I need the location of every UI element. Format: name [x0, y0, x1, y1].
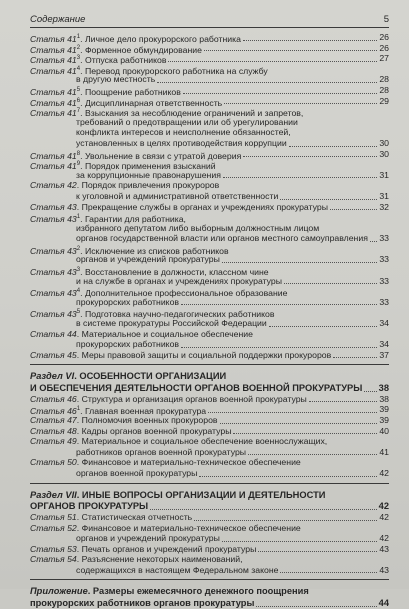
toc-entry-text [30, 565, 278, 576]
toc-entry-title: . Порядок применения взысканий [80, 161, 216, 172]
toc-entry [30, 212, 389, 223]
toc-entry-label: Статья 51 [30, 511, 77, 522]
toc-leader-dots [330, 209, 377, 210]
toc-entry-label: Статья 41 [30, 86, 77, 97]
toc-section-heading [30, 598, 389, 609]
toc-entry [30, 554, 389, 565]
toc-page-number: 30 [379, 137, 389, 148]
toc-page-number: 30 [379, 148, 389, 159]
toc-entry-title: . Полномочия военных прокуроров [76, 414, 218, 425]
toc-entry-text [30, 117, 298, 128]
toc-entry-title: установленных в целях противодействия коррупции [76, 137, 287, 148]
toc-page-number: 31 [379, 169, 389, 180]
toc-leader-dots [256, 606, 376, 607]
toc-entry-title: за коррупционные правонарушения [76, 169, 221, 180]
toc-entry-label: Статья 50 [30, 457, 77, 468]
toc-entry [30, 138, 389, 149]
toc-entry-superscript: 2 [76, 245, 81, 252]
toc-leader-dots [233, 433, 377, 434]
toc-entry-title: к уголовной и административной ответственности [76, 190, 279, 201]
toc-leader-dots [364, 391, 376, 392]
toc-entry-superscript: 1 [76, 34, 81, 40]
toc-entry-title: конфликта интересов и неисполнение обязанностей, [76, 127, 291, 138]
toc-page-number: 41 [379, 446, 389, 457]
toc-entry-label: Статья 43 [30, 309, 77, 320]
toc-entry-title: . Главная военная прокуратура [80, 406, 207, 417]
toc-leader-dots [150, 509, 377, 510]
toc-entry-title: содержащихся в настоящем Федеральном законе [76, 564, 279, 575]
toc-entry [30, 64, 389, 75]
toc-entry-text [30, 533, 220, 544]
toc-entry-label: Статья 53 [30, 543, 77, 554]
toc-entry [30, 436, 389, 447]
toc-entry-superscript: 4 [76, 288, 81, 295]
toc-leader-dots [280, 572, 377, 573]
toc-leader-dots [370, 241, 377, 242]
toc-entry [30, 149, 389, 160]
toc-leader-dots [269, 326, 378, 327]
toc-entry-superscript: 1 [76, 406, 81, 413]
toc-entry-text [30, 415, 218, 426]
toc-page-number: 33 [379, 233, 389, 244]
toc-entry-label: Статья 46 [30, 393, 77, 404]
toc-entry [30, 447, 389, 458]
toc-leader-dots [220, 423, 378, 424]
toc-entry-text [30, 254, 220, 265]
toc-section-heading [30, 371, 389, 382]
toc-entry [30, 96, 389, 107]
toc-entry-superscript: 2 [76, 44, 81, 51]
toc-entry-title: требований о предотвращении или об урегулировании [76, 116, 298, 127]
toc-entry [30, 533, 389, 544]
toc-page-number: 33 [379, 275, 389, 286]
toc-leader-dots [157, 82, 377, 83]
toc-entry-text [30, 586, 309, 597]
toc-entry-text [30, 447, 246, 458]
toc-entry-label: Статья 45 [30, 349, 77, 360]
toc-entry [30, 457, 389, 468]
toc-entry [30, 468, 389, 479]
toc-entry-title: . Взыскания за несоблюдение ограничений и запретов, [80, 108, 304, 119]
toc-leader-dots [223, 177, 377, 178]
toc-leader-dots [243, 156, 377, 157]
toc-entry-superscript: 9 [76, 161, 81, 168]
toc-entry-text [30, 436, 327, 447]
toc-page-number: 40 [379, 425, 389, 436]
toc-entry-label: Статья 43 [30, 213, 77, 224]
toc-entry-title: избранного депутатом либо выборным должностным лицом [76, 222, 320, 233]
toc-leader-dots [280, 199, 377, 200]
toc-entry-title: . Прекращение службы в органах и учреждениях прокуратуры [76, 201, 328, 212]
toc-entry-label: Статья 41 [30, 108, 77, 119]
toc-entry-title: . Материальное и социальное обеспечение военнослужащих, [76, 436, 328, 447]
toc-entry-title: . Поощрение работников [80, 86, 181, 97]
page-number: 5 [383, 14, 389, 25]
section-divider [30, 483, 389, 484]
toc-page-number: 34 [379, 318, 389, 329]
toc-page-number: 42 [378, 500, 389, 511]
toc-entry-text [30, 202, 328, 213]
toc-entry [30, 512, 389, 523]
toc-entry-title: . Меры правовой защиты и социальной поддержки прокуроров [76, 349, 332, 360]
toc-leader-dots [258, 551, 377, 552]
toc-entry-title: . Кадры органов военной прокуратуры [76, 425, 232, 436]
toc-entry-text [30, 223, 319, 234]
toc-entry [30, 244, 389, 255]
toc-entry-title: органов и учреждений прокуратуры [76, 254, 220, 265]
toc-entry-title: . Форменное обмундирование [80, 44, 202, 55]
toc-entry-text [30, 468, 197, 479]
toc-entry [30, 318, 389, 329]
toc-entry [30, 43, 389, 54]
toc-leader-dots [284, 283, 377, 284]
toc-leader-dots [183, 93, 378, 94]
toc-leader-dots [224, 103, 377, 104]
toc-entry-label: Статья 42 [30, 180, 77, 191]
toc-page-number: 43 [379, 543, 389, 554]
toc-entry-title: . Дисциплинарная ответственность [80, 97, 223, 108]
toc-entry-label: Статья 41 [30, 33, 77, 44]
toc-page-number: 32 [379, 201, 389, 212]
toc-entry-title: прокурорских работников [76, 296, 180, 307]
toc-entry-label: Приложение [30, 586, 88, 597]
toc-entry [30, 53, 389, 64]
toc-entry [30, 159, 389, 170]
toc-section-heading [30, 490, 389, 501]
toc-entry-text [30, 501, 148, 512]
toc-entry [30, 85, 389, 96]
toc-page-number: 42 [379, 511, 389, 522]
toc-entry [30, 565, 389, 576]
toc-page-number: 34 [379, 339, 389, 350]
toc-entry-title: ОРГАНОВ ПРОКУРАТУРЫ [30, 500, 149, 511]
toc-entry-text [30, 138, 287, 149]
toc-page-number: 43 [379, 564, 389, 575]
toc-entry-superscript: 5 [76, 309, 81, 316]
toc-entry [30, 180, 389, 191]
toc-entry-label: Статья 43 [30, 245, 77, 256]
toc-entry-superscript: 8 [76, 150, 81, 157]
toc-entry-label: Статья 43 [30, 288, 77, 299]
toc-entry-label: Раздел VI [30, 371, 75, 382]
toc-section-heading [30, 586, 389, 597]
toc-entry-text [30, 394, 307, 405]
toc-leader-dots [222, 541, 377, 542]
toc-entry-label: Статья 54 [30, 554, 77, 565]
toc-entry-title: . Финансовое и материально-техническое обеспечение [76, 457, 301, 468]
toc-page-number: 29 [379, 95, 389, 106]
toc-page-number: 26 [379, 42, 389, 53]
toc-entry [30, 297, 389, 308]
toc-entry-label: Статья 41 [30, 97, 77, 108]
toc-entry-title: работников органов военной прокуратуры [76, 446, 247, 457]
toc-entry-title: . Перевод прокурорского работника на службу [80, 65, 268, 76]
toc-entry-title: . Размеры ежемесячного денежного поощрения [87, 586, 309, 597]
toc-entry [30, 544, 389, 555]
toc-entry-title: . Статистическая отчетность [76, 511, 193, 522]
toc-entry-title: . Личное дело прокурорского работника [80, 33, 241, 44]
toc-entry-text [30, 191, 278, 202]
toc-entry-text [30, 512, 192, 523]
toc-entry [30, 191, 389, 202]
toc-entry-title: органов государственной власти или органов местного самоуправления [76, 233, 368, 244]
toc-entry [30, 404, 389, 415]
toc-entry-title: . Исключение из списков работников [80, 245, 229, 256]
toc-entry-text [30, 329, 253, 340]
toc-leader-dots [181, 304, 377, 305]
toc-entry-title: . Материальное и социальное обеспечение [76, 328, 253, 339]
toc-entry [30, 394, 389, 405]
toc-entry-text [30, 371, 226, 382]
toc-entry-label: Статья 41 [30, 150, 77, 161]
toc-entry-title: . Печать органов и учреждений прокуратуры [76, 543, 257, 554]
toc-entry-text [30, 544, 256, 555]
toc-leader-dots [243, 40, 377, 41]
toc-page-number: 39 [379, 404, 389, 415]
toc-leader-dots [199, 476, 377, 477]
toc-entry-text [30, 170, 221, 181]
toc-page-number: 28 [379, 74, 389, 85]
toc-leader-dots [309, 401, 378, 402]
toc-entry-title: . Восстановление в должности, классном чине [80, 266, 269, 277]
toc-leader-dots [168, 61, 377, 62]
toc-leader-dots [248, 454, 377, 455]
toc-entry-title: и на службе в органах и учреждениях прокуратуры [76, 275, 282, 286]
toc-entry-label: Статья 46 [30, 406, 77, 417]
toc-entry-title: . Структура и организация органов военной прокуратуры [76, 393, 307, 404]
toc-entry-superscript: 7 [76, 108, 81, 115]
toc-leader-dots [333, 357, 377, 358]
toc-entry [30, 415, 389, 426]
toc-entry [30, 350, 389, 361]
header-title: Содержание [30, 14, 86, 25]
table-of-contents [30, 32, 389, 609]
toc-entry-label: Статья 52 [30, 522, 77, 533]
toc-leader-dots [181, 347, 377, 348]
toc-entry-label: Раздел VII [30, 489, 77, 500]
toc-page-number: 39 [379, 414, 389, 425]
toc-entry-title: органов и учреждений прокуратуры [76, 533, 220, 544]
toc-entry [30, 307, 389, 318]
toc-entry-superscript: 3 [76, 267, 81, 274]
toc-page-number: 38 [378, 382, 389, 393]
toc-entry-superscript: 4 [76, 65, 81, 72]
toc-entry-label: Статья 43 [30, 201, 77, 212]
toc-page-number: 31 [379, 190, 389, 201]
toc-section-heading [30, 501, 389, 512]
toc-entry-text [30, 490, 325, 501]
toc-entry-text [30, 350, 331, 361]
toc-entry-superscript: 1 [76, 214, 81, 221]
toc-entry-title: . Гарантии для работника, [80, 213, 186, 224]
toc-entry [30, 106, 389, 117]
toc-entry [30, 426, 389, 437]
toc-entry-label: Статья 48 [30, 425, 77, 436]
toc-entry-superscript: 5 [76, 86, 81, 93]
toc-entry-text [30, 598, 254, 609]
toc-entry-title: . ИНЫЕ ВОПРОСЫ ОРГАНИЗАЦИИ И ДЕЯТЕЛЬНОСТИ [76, 489, 326, 500]
toc-entry-label: Статья 41 [30, 44, 77, 55]
toc-entry-title: . Увольнение в связи с утратой доверия [80, 150, 242, 161]
toc-entry-text [30, 383, 362, 394]
toc-entry-text [30, 554, 243, 565]
toc-entry-title: в системе прокуратуры Российской Федерации [76, 318, 267, 329]
toc-entry [30, 286, 389, 297]
toc-entry [30, 170, 389, 181]
toc-entry-title: в другую местность [76, 74, 156, 85]
toc-entry [30, 117, 389, 128]
toc-entry-title: органов военной прокуратуры [76, 467, 198, 478]
toc-entry-title: прокурорских работников органов прокуратуры [30, 597, 255, 608]
toc-entry-label: Статья 43 [30, 266, 77, 277]
toc-page-number: 33 [379, 254, 389, 265]
toc-entry-text [30, 74, 155, 85]
toc-page-number: 28 [379, 84, 389, 95]
section-divider [30, 579, 389, 580]
toc-entry [30, 202, 389, 213]
toc-entry-label: Статья 44 [30, 328, 77, 339]
toc-entry-text [30, 276, 282, 287]
toc-entry-title: . Порядок привлечения прокуроров [76, 180, 220, 191]
toc-entry [30, 223, 389, 234]
toc-entry-text [30, 318, 267, 329]
toc-leader-dots [289, 146, 378, 147]
toc-entry-superscript: 6 [76, 97, 81, 104]
toc-entry-label: Статья 41 [30, 161, 77, 172]
toc-entry-title: . Разъяснение некоторых наименований, [76, 554, 243, 565]
toc-entry-text [30, 233, 368, 244]
toc-page-number: 33 [379, 296, 389, 307]
toc-entry [30, 74, 389, 85]
toc-entry-text [30, 127, 291, 138]
toc-entry-title: И ОБЕСПЕЧЕНИЯ ДЕЯТЕЛЬНОСТИ ОРГАНОВ ВОЕННОЙ ПРОКУРАТУРЫ [30, 382, 363, 393]
toc-entry-text [30, 426, 231, 437]
toc-entry-title: . Финансовое и материально-техническое обеспечение [76, 522, 301, 533]
toc-entry [30, 339, 389, 350]
toc-page-number: 37 [379, 349, 389, 360]
toc-entry [30, 233, 389, 244]
toc-entry-title: . Отпуска работников [80, 55, 167, 66]
toc-entry [30, 276, 389, 287]
toc-entry-label: Статья 49 [30, 436, 77, 447]
toc-leader-dots [208, 412, 377, 413]
toc-entry-text [30, 523, 301, 534]
toc-page-number: 38 [379, 393, 389, 404]
page-header [30, 12, 389, 28]
toc-entry [30, 523, 389, 534]
toc-leader-dots [204, 50, 377, 51]
toc-entry [30, 329, 389, 340]
toc-entry [30, 265, 389, 276]
toc-entry-title: . Дополнительное профессиональное образование [80, 288, 288, 299]
toc-entry-label: Статья 41 [30, 65, 77, 76]
toc-page-number: 26 [379, 32, 389, 42]
toc-entry-title: . Подготовка научно-педагогических работников [80, 309, 275, 320]
toc-page-number: 42 [379, 467, 389, 478]
toc-entry-text [30, 457, 301, 468]
toc-page-number: 44 [378, 597, 389, 608]
toc-leader-dots [194, 520, 377, 521]
toc-entry [30, 32, 389, 43]
toc-entry-text [30, 339, 179, 350]
toc-section-heading [30, 383, 389, 394]
toc-entry-title: . ОСОБЕННОСТИ ОРГАНИЗАЦИИ [74, 371, 227, 382]
toc-entry-superscript: 3 [76, 55, 81, 62]
toc-page-number: 27 [379, 53, 389, 64]
toc-entry [30, 127, 389, 138]
toc-entry-text [30, 297, 179, 308]
toc-entry-label: Статья 41 [30, 55, 77, 66]
toc-entry-text [30, 180, 219, 191]
toc-entry [30, 254, 389, 265]
toc-entry-title: прокурорских работников [76, 339, 180, 350]
toc-page-number: 42 [379, 533, 389, 544]
section-divider [30, 364, 389, 365]
toc-leader-dots [222, 262, 377, 263]
toc-entry-label: Статья 47 [30, 414, 77, 425]
